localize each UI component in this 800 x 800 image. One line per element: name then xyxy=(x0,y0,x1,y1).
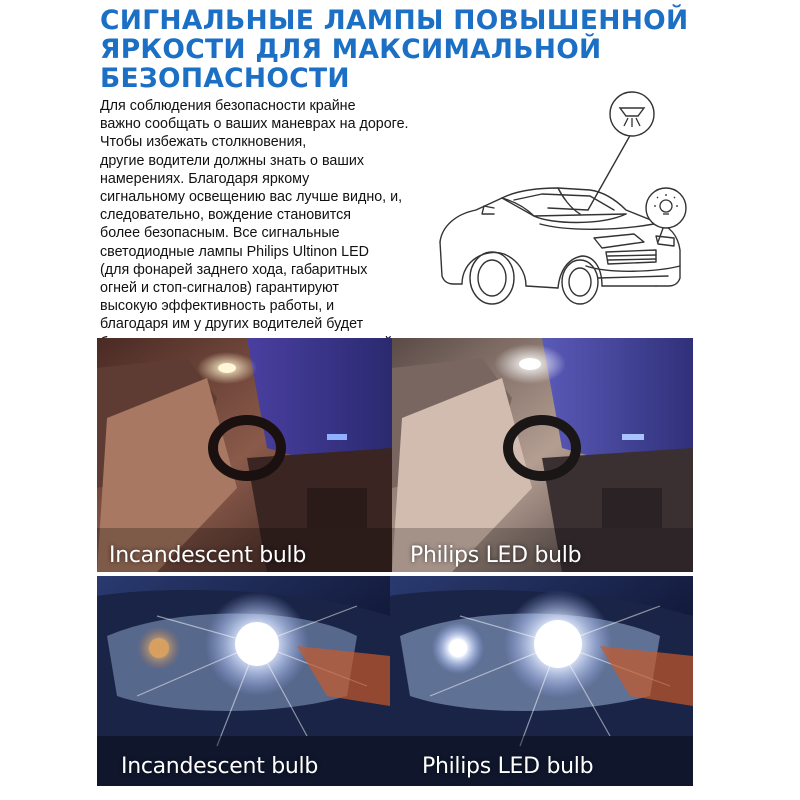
headlight-led-photo xyxy=(390,576,693,786)
interior-incandescent-photo xyxy=(97,338,392,572)
description-line: важно сообщать о ваших маневрах на дороге. xyxy=(100,116,409,133)
photo-caption: Philips LED bulb xyxy=(410,543,582,568)
description-line: намерениях. Благодаря яркому xyxy=(100,170,310,187)
description-line: следовательно, вождение становится xyxy=(100,207,352,224)
car-illustration xyxy=(430,90,700,310)
title-line: БЕЗОПАСНОСТИ xyxy=(100,63,350,94)
description-line: огней и стоп-сигналов) гарантируют xyxy=(100,280,339,297)
photo-caption: Incandescent bulb xyxy=(109,543,306,568)
description-line: Чтобы избежать столкновения, xyxy=(100,134,307,151)
description-line: светодиодные лампы Philips Ultinon LED xyxy=(100,243,369,260)
photo-caption: Incandescent bulb xyxy=(121,754,318,779)
title-line: СИГНАЛЬНЫЕ ЛАМПЫ ПОВЫШЕННОЙ xyxy=(100,5,689,36)
title-line: ЯРКОСТИ ДЛЯ МАКСИМАЛЬНОЙ xyxy=(100,34,602,65)
interior-led-photo xyxy=(392,338,693,572)
interior-light-icon xyxy=(610,92,654,136)
description-line: другие водители должны знать о ваших xyxy=(100,152,364,169)
description-line: более безопасным. Все сигнальные xyxy=(100,225,340,242)
headlight-incandescent-photo xyxy=(97,576,390,786)
description-line: высокую эффективность работы, и xyxy=(100,298,335,315)
description-line: Для соблюдения безопасности крайне xyxy=(100,98,356,114)
description-line: благодаря им у других водителей будет xyxy=(100,316,364,333)
page-title xyxy=(100,6,790,93)
bulb-icon xyxy=(646,188,686,228)
description-line: сигнальному освещению вас лучше видно, и, xyxy=(100,189,403,206)
description-line: (для фонарей заднего хода, габаритных xyxy=(100,261,368,278)
photo-caption: Philips LED bulb xyxy=(422,754,594,779)
